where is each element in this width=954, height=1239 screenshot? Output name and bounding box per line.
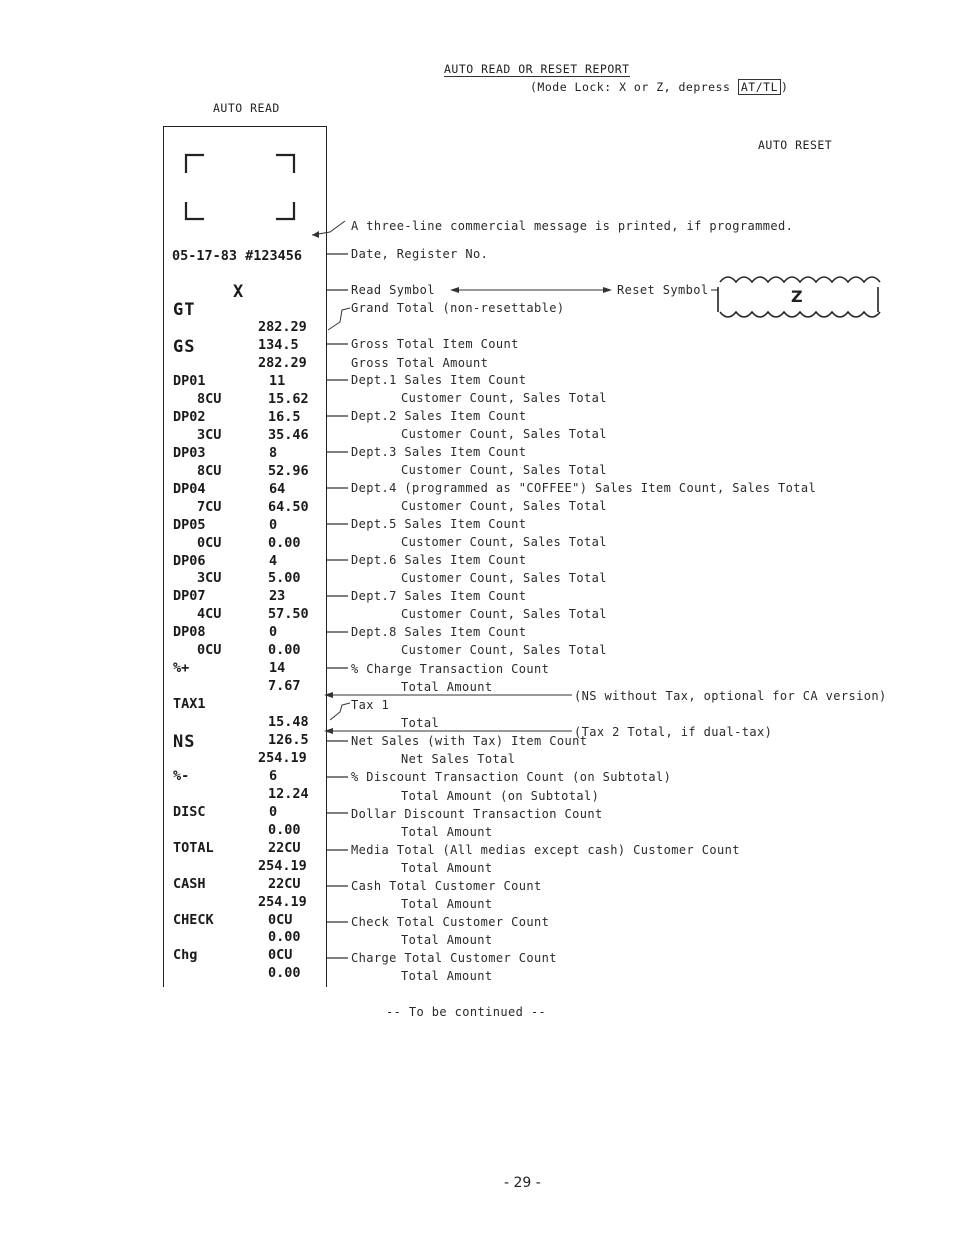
annotation-dept-6-customer: Customer Count, Sales Total [401,571,607,585]
annotation-dept-2-count: Dept.2 Sales Item Count [351,409,527,423]
receipt-row-label: 4CU [197,606,222,623]
annotation-gross-amount: Gross Total Amount [351,356,489,370]
annotation-media-amount: Total Amount [401,861,493,875]
receipt-row-value: 0CU [268,947,293,964]
receipt-row-value: 14 [269,660,286,677]
receipt-row-value: 126.5 [268,732,309,748]
annotation-net-sales-count: Net Sales (with Tax) Item Count [351,734,588,748]
receipt-row-label: 3CU [197,570,222,587]
annotation-cash-count: Cash Total Customer Count [351,879,542,893]
annotation-dept-5-count: Dept.5 Sales Item Count [351,517,527,531]
annotation-dept-3-count: Dept.3 Sales Item Count [351,445,527,459]
receipt-row-value: 254.19 [258,893,307,910]
at-tl-key: AT/TL [738,79,781,95]
annotation-date-reg: Date, Register No. [351,247,489,261]
annotation-dept-4-customer: Customer Count, Sales Total [401,499,607,513]
receipt-row-label: 8CU [197,390,222,407]
annotation-media-count: Media Total (All medias except cash) Customer Count [351,843,740,857]
mode-line-suffix: ) [781,80,789,94]
receipt-row-value: 0.00 [268,965,301,982]
receipt-row-label: %+ [173,660,190,677]
annotation-dept-6-count: Dept.6 Sales Item Count [351,553,527,567]
receipt-row-label: 3CU [197,426,222,443]
annotation-charge-total-count: Charge Total Customer Count [351,951,557,965]
receipt-row-label: 0CU [197,534,222,551]
receipt-row-value: 22CU [268,875,301,892]
annotation-check-count: Check Total Customer Count [351,915,550,929]
annotation-reset-symbol [617,283,709,297]
receipt-gt-label: GT [173,300,196,320]
receipt-row-label: DP08 [173,624,206,641]
receipt-row-label: DP03 [173,444,206,461]
receipt-row-value: 0 [269,516,278,533]
receipt-row-value: 6 [269,767,278,784]
receipt-row-value: 5.00 [268,570,301,587]
receipt-row-value: 7.67 [268,678,301,695]
annotation-dept-7-count: Dept.7 Sales Item Count [351,589,527,603]
mode-line-prefix: (Mode Lock: X or Z, depress [530,80,738,94]
receipt-row-value: 0.00 [268,534,301,551]
receipt-gs-count: 134.5 [258,337,299,353]
receipt-row-value: 0.00 [268,821,301,838]
receipt-row-label: DP04 [173,480,206,497]
receipt-row-label: 7CU [197,498,222,515]
report-title: AUTO READ OR RESET REPORT [444,62,630,76]
receipt-read-symbol: X [233,282,245,302]
annotation-check-amount: Total Amount [401,933,493,947]
receipt-row-value: 0 [269,624,278,641]
reset-symbol-z: Z [791,287,803,306]
annotation-dept-2-customer: Customer Count, Sales Total [401,427,607,441]
receipt-row-value: 254.19 [258,857,307,874]
receipt-row-value: 0.00 [268,642,301,659]
receipt-row-label: TOTAL [173,839,214,856]
annotation-discount-count: % Discount Transaction Count (on Subtotal) [351,770,672,784]
annotation-dept-5-customer: Customer Count, Sales Total [401,535,607,549]
receipt-row-value: 8 [269,444,278,461]
annotation-dept-7-customer: Customer Count, Sales Total [401,607,607,621]
annotation-reset-symbol-label: Reset Symbol [617,283,709,297]
annotation-ns-without-tax: (NS without Tax, optional for CA version) [574,689,887,703]
annotation-dollar-disc-amount: Total Amount [401,825,493,839]
receipt-row-value: 23 [269,588,286,605]
annotation-dept-3-customer: Customer Count, Sales Total [401,463,607,477]
annotation-dollar-disc-count: Dollar Discount Transaction Count [351,807,603,821]
receipt-row-label: Chg [173,947,198,964]
receipt-row-value: 57.50 [268,606,309,623]
auto-reset-label: AUTO RESET [758,138,833,152]
receipt-gs-label: GS [173,337,196,357]
receipt-gs-amount: 282.29 [258,355,307,371]
annotation-dept-8-count: Dept.8 Sales Item Count [351,625,527,639]
receipt-row-value: 64.50 [268,498,309,515]
annotation-charge-amount: Total Amount [401,680,493,694]
receipt-row-value: 12.24 [268,785,309,802]
receipt-row-label: DP07 [173,588,206,605]
annotation-gross-count: Gross Total Item Count [351,337,519,351]
receipt-row-label: DP01 [173,373,206,389]
annotation-dept-4-count: Dept.4 (programmed as "COFFEE") Sales Item Count, Sales Total [351,481,817,495]
annotation-read-symbol: Read Symbol [351,283,435,297]
annotation-discount-amount: Total Amount (on Subtotal) [401,789,600,803]
receipt-row-label: DISC [173,803,206,820]
receipt-row-value: 0.00 [268,929,301,946]
annotation-grand-total: Grand Total (non-resettable) [351,301,565,315]
receipt-row-label: %- [173,767,190,784]
annotation-commercial: A three-line commercial message is printed, if programmed. [351,219,794,233]
continued-note: -- To be continued -- [386,1005,547,1019]
receipt-row-label: NS [173,732,196,752]
receipt-date-register: 05-17-83 #123456 [172,248,303,264]
receipt-row-value: 0 [269,803,278,820]
receipt-row-label: DP05 [173,516,206,533]
annotation-dept-8-customer: Customer Count, Sales Total [401,643,607,657]
receipt-row-label: DP02 [173,408,206,425]
receipt-row-value: 0CU [268,911,293,928]
receipt-row-value: 4 [269,552,278,569]
receipt-row-value: 35.46 [268,426,309,443]
annotation-dept-1-count: Dept.1 Sales Item Count [351,373,527,387]
annotation-net-sales-total: Net Sales Total [401,752,516,766]
annotation-charge-count: % Charge Transaction Count [351,662,550,676]
receipt-row-value: 15.48 [268,714,309,731]
receipt-row-label: CHECK [173,911,214,928]
receipt-row-label: TAX1 [173,696,206,713]
receipt-row-value: 15.62 [268,390,309,407]
auto-read-label: AUTO READ [213,101,280,115]
receipt-row-label: 0CU [197,642,222,659]
annotation-charge-total-amount: Total Amount [401,969,493,983]
annotation-tax-total: Total [401,716,440,730]
annotation-cash-amount: Total Amount [401,897,493,911]
receipt-row-value: 64 [269,480,286,497]
receipt-row-value: 16.5 [268,408,301,425]
receipt-row-label: 8CU [197,462,222,479]
receipt-row-value: 22CU [268,839,301,856]
receipt-row-value: 52.96 [268,462,309,479]
receipt-gt-value: 282.29 [258,319,307,335]
annotation-tax2: (Tax 2 Total, if dual-tax) [574,725,773,739]
page-number: - 29 - [504,1175,541,1191]
receipt-row-value: 11 [269,373,286,389]
annotation-dept-1-customer: Customer Count, Sales Total [401,391,607,405]
receipt-row-value: 254.19 [258,749,307,766]
annotation-tax1: Tax 1 [351,698,390,712]
receipt-row-label: CASH [173,875,206,892]
receipt-row-label: DP06 [173,552,206,569]
